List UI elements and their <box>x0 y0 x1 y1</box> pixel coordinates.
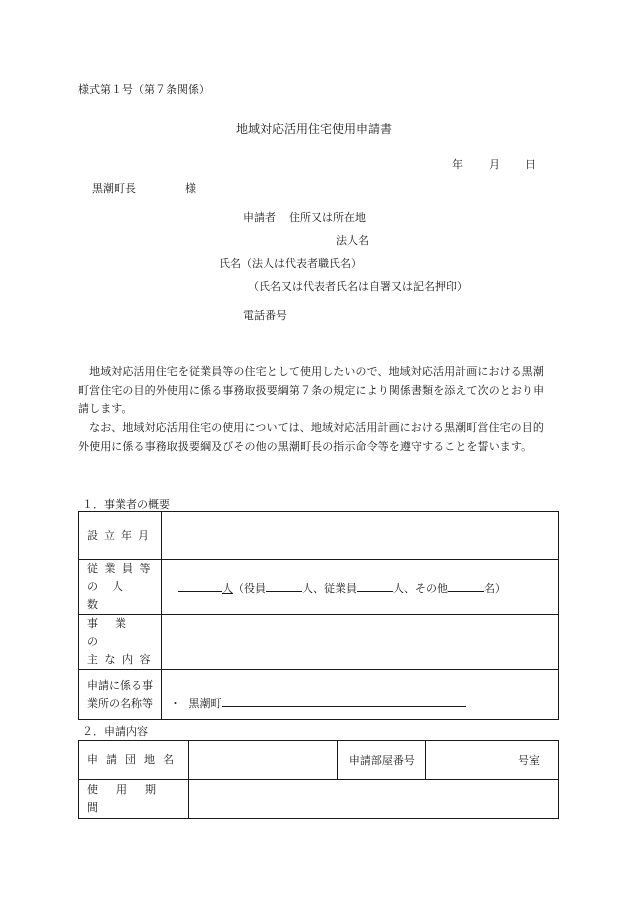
table-row <box>79 780 559 819</box>
table-row <box>79 560 559 615</box>
office-label-line1: 申請に係る事 <box>87 678 153 692</box>
applicant-label: 申請者 <box>243 211 276 224</box>
period-label-cell <box>79 780 189 819</box>
office-bullet: ・ <box>170 697 181 710</box>
complex-label: 申請団地名 <box>87 753 182 766</box>
employees-label-cell <box>79 560 162 615</box>
page-title: 地域対応活用住宅使用申請書 <box>236 122 393 136</box>
complex-label-cell <box>79 741 189 780</box>
section2-heading: ２．申請内容 <box>82 725 148 738</box>
addressee-name: 黒潮町長 <box>92 182 136 195</box>
employees-staff-label: 人、従業員 <box>302 581 357 595</box>
table-row <box>79 670 559 720</box>
business-label-line1: 事業の <box>87 617 143 648</box>
room-label: 申請部屋番号 <box>348 754 415 767</box>
employees-staff-blank[interactable] <box>357 579 393 592</box>
applicant-signature-note: （氏名又は代表者氏名は自署又は記名押印） <box>248 280 468 293</box>
date-day-label: 日 <box>525 158 536 171</box>
body-paragraph-1: 地域対応活用住宅を従業員等の住宅として使用したいので、地域対応活用計画における黒潮町営住宅の目的外使用に係る事務取扱要綱第７条の規定により関係書類を添えて次のとおり申請します。 <box>78 365 545 415</box>
applicant-phone-label: 電話番号 <box>243 309 287 322</box>
body-paragraph-2: なお、地域対応活用住宅の使用については、地域対応活用計画における黒潮町営住宅の目的外使用に係る事務取扱要綱及びその他の黒潮町長の指示命令等を遵守することを誓います。 <box>78 421 544 453</box>
employees-close-label: 名） <box>484 581 506 595</box>
table-row <box>79 615 559 670</box>
date-year-label: 年 <box>452 158 463 171</box>
complex-value-cell[interactable] <box>188 741 338 780</box>
employees-label-line2: の人数 <box>87 580 137 611</box>
established-label-cell <box>79 512 162 560</box>
room-label-cell <box>338 741 426 780</box>
room-suffix: 号室 <box>518 754 540 767</box>
office-value-cell[interactable] <box>162 670 559 720</box>
office-label-cell <box>79 670 162 720</box>
date-month-label: 月 <box>489 158 500 171</box>
application-content-table <box>78 740 559 819</box>
employees-total-blank[interactable] <box>178 579 222 592</box>
employees-unit-people: 人 <box>222 581 233 595</box>
employees-value-cell[interactable] <box>162 560 559 615</box>
applicant-name-label: 氏名（法人は代表者職氏名） <box>219 257 362 270</box>
business-value-cell[interactable] <box>162 615 559 670</box>
section1-heading: １．事業者の概要 <box>82 498 170 511</box>
table-row <box>79 741 559 780</box>
period-label: 使用期間 <box>87 783 174 814</box>
business-label-line2: 主な内容 <box>87 653 157 666</box>
employees-other-label: 人、その他 <box>393 581 448 595</box>
room-value-cell[interactable] <box>426 741 559 780</box>
established-label: 設立年月 <box>87 528 155 542</box>
applicant-address-label: 住所又は所在地 <box>289 211 366 224</box>
applicant-corporation-label: 法人名 <box>336 234 369 247</box>
employees-other-blank[interactable] <box>448 579 484 592</box>
employees-open-label: （役員 <box>233 581 266 595</box>
form-number: 様式第１号（第７条関係） <box>78 83 210 96</box>
office-name-blank[interactable] <box>222 694 466 707</box>
business-label-cell <box>79 615 162 670</box>
office-label-line2: 業所の名称等 <box>87 696 153 710</box>
employees-officers-blank[interactable] <box>266 579 302 592</box>
business-overview-table <box>78 511 559 720</box>
employees-label-line1: 従業員等 <box>87 562 157 575</box>
addressee-honorific: 様 <box>185 182 196 195</box>
established-value-cell[interactable] <box>162 512 559 560</box>
table-row <box>79 512 559 560</box>
period-value-cell[interactable] <box>188 780 558 819</box>
office-prefix: 黒潮町 <box>188 697 222 710</box>
